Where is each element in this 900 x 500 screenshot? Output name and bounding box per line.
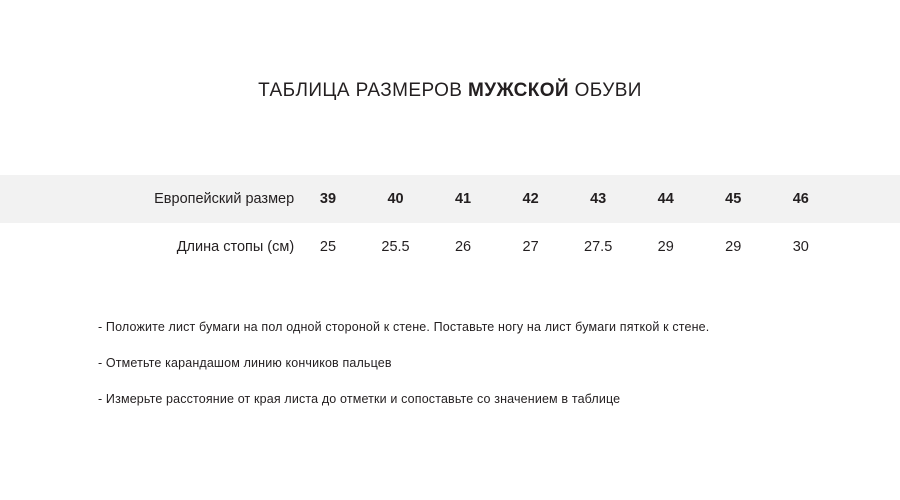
table-cell: 40 xyxy=(387,191,404,207)
row-label-foot-length: Длина стопы (см) xyxy=(176,239,295,255)
table-cell: 27.5 xyxy=(584,239,613,255)
table-cell: 46 xyxy=(792,191,809,207)
table-cell: 29 xyxy=(725,239,742,255)
table-cell: 29 xyxy=(657,239,674,255)
row-label-european-size: Европейский размер xyxy=(154,191,295,207)
page-title-emphasis: МУЖСКОЙ xyxy=(468,80,569,101)
page-title-suffix: ОБУВИ xyxy=(568,80,642,101)
table-cell: 45 xyxy=(725,191,742,207)
size-table-wrapper xyxy=(0,175,900,271)
page-title xyxy=(0,80,900,102)
size-table xyxy=(0,175,900,271)
table-cell: 27 xyxy=(522,239,539,255)
instruction-item: - Измерьте расстояние от края листа до отметки и сопоставьте со значением в таблице xyxy=(98,392,621,406)
table-cell: 25.5 xyxy=(381,239,410,255)
table-cell: 25 xyxy=(319,239,337,255)
table-cell: 26 xyxy=(454,239,472,255)
table-cell: 39 xyxy=(319,191,337,207)
table-row-foot-length xyxy=(0,223,900,271)
instruction-item: - Положите лист бумаги на пол одной стороной к стене. Поставьте ногу на лист бумаги пяткой к стене. xyxy=(98,320,710,334)
table-cell: 43 xyxy=(590,191,607,207)
table-cell: 41 xyxy=(454,191,472,207)
table-cell-spacer xyxy=(835,175,900,223)
measurement-instructions xyxy=(98,320,858,428)
table-cell: 44 xyxy=(657,191,674,207)
table-cell: 42 xyxy=(522,191,539,207)
table-cell: 30 xyxy=(792,239,809,255)
page-title-prefix: ТАБЛИЦА РАЗМЕРОВ xyxy=(258,80,469,101)
table-cell-spacer xyxy=(835,223,900,271)
table-row-european-size xyxy=(0,175,900,223)
instruction-item: - Отметьте карандашом линию кончиков пальцев xyxy=(98,356,392,370)
